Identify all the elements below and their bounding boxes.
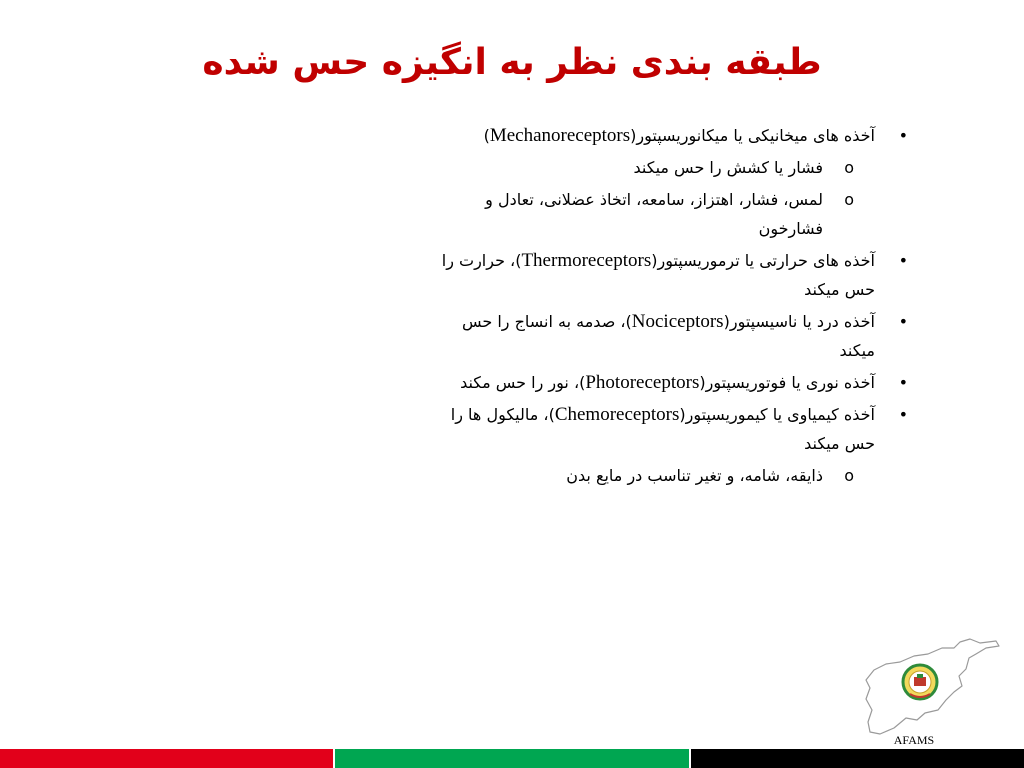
bullet-item-chemoreceptors bbox=[425, 400, 920, 458]
stripe-green bbox=[335, 749, 689, 768]
bullet-marker: • bbox=[898, 126, 908, 145]
afams-logo-text: AFAMS bbox=[893, 733, 935, 747]
bullet-marker: • bbox=[898, 373, 908, 392]
bullet-list bbox=[425, 121, 920, 493]
bullet-text: آخذه نوری یا فوتوریسپتور( bbox=[699, 373, 875, 392]
bullet-text-end: )، صدمه به انساج را حس میکند bbox=[461, 312, 875, 360]
sub-bullet-item bbox=[425, 461, 920, 490]
latin-term: Nociceptors bbox=[631, 311, 724, 332]
bullet-marker: • bbox=[898, 405, 908, 424]
bullet-text: آخذه های میخانیکی یا میکانوریسپتور( bbox=[630, 126, 875, 145]
sub-bullet-item bbox=[425, 185, 920, 243]
stripe-black bbox=[691, 749, 1024, 768]
emblem-icon bbox=[903, 665, 937, 699]
bullet-text: آخذه درد یا ناسیسپتور( bbox=[723, 312, 875, 331]
bullet-text-end: )، حرارت را حس میکند bbox=[441, 251, 875, 299]
bullet-item-thermoreceptors bbox=[425, 246, 920, 304]
bullet-item-photoreceptors bbox=[425, 368, 920, 397]
sub-bullet-text: لمس، فشار، اهتزاز، سامعه، اتخاذ عضلانی، تعادل و فشارخون bbox=[485, 190, 823, 238]
latin-term: Thermoreceptors bbox=[521, 250, 652, 271]
stripe-red bbox=[0, 749, 333, 768]
latin-term: Mechanoreceptors bbox=[489, 125, 631, 146]
bullet-marker: • bbox=[898, 312, 908, 331]
sub-bullet-item bbox=[425, 153, 920, 182]
bullet-text-end: )، نور را حس مکند bbox=[460, 373, 586, 392]
sub-bullet-marker: o bbox=[844, 190, 854, 209]
sub-bullet-text: فشار یا کشش را حس میکند bbox=[633, 158, 823, 177]
bullet-text-end: ) bbox=[483, 126, 490, 145]
bullet-item-mechanoreceptors bbox=[425, 121, 920, 150]
bullet-marker: • bbox=[898, 251, 908, 270]
sub-bullet-marker: o bbox=[844, 466, 854, 485]
latin-term: Photoreceptors bbox=[585, 372, 700, 393]
afghanistan-map-logo bbox=[862, 636, 1000, 740]
flag-stripe bbox=[0, 749, 1024, 768]
latin-term: Chemoreceptors bbox=[554, 404, 680, 425]
bullet-text: آخذه های حرارتی یا ترموریسپتور( bbox=[651, 251, 875, 270]
sub-bullet-text: ذایقه، شامه، و تغیر تناسب در مایع بدن bbox=[566, 466, 823, 485]
sub-bullet-marker: o bbox=[844, 158, 854, 177]
bullet-item-nociceptors bbox=[425, 307, 920, 365]
slide-title: طبقه بندی نظر به انگیزه حس شده bbox=[202, 42, 822, 83]
bullet-text-end: )، مالیکول ها را حس میکند bbox=[450, 405, 875, 453]
bullet-text: آخذه کیمیاوی یا کیموریسپتور( bbox=[679, 405, 875, 424]
